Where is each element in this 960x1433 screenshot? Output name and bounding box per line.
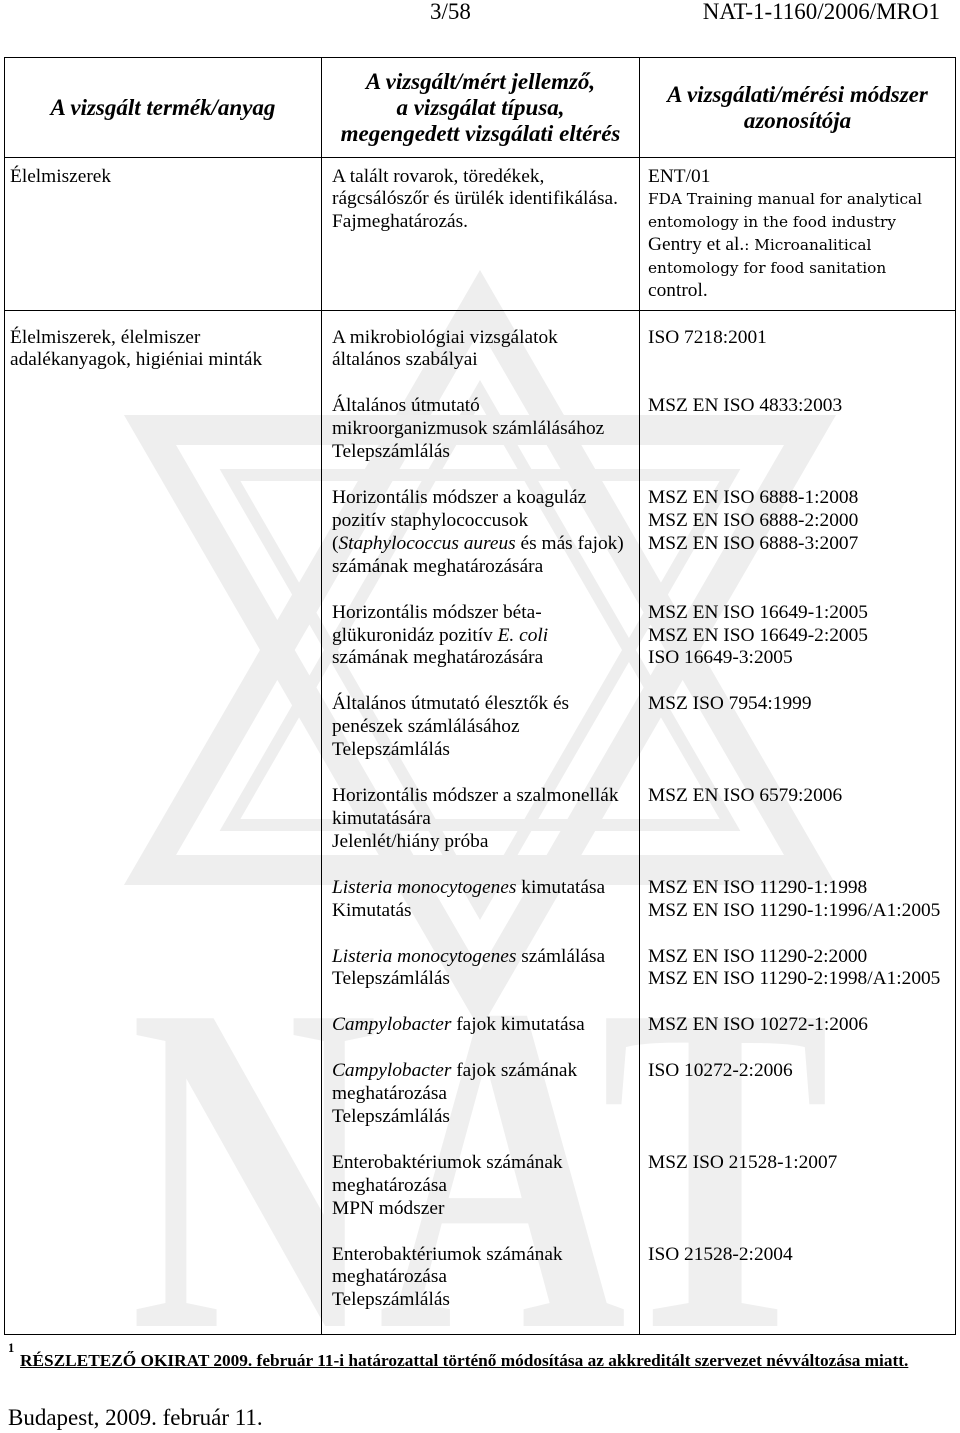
text-segment: Fajmeghatározás. <box>332 211 468 233</box>
text-segment: és más fajok) <box>515 532 624 554</box>
method-line <box>648 533 955 556</box>
text-segment: Campylobacter <box>332 1060 452 1082</box>
characteristic-line <box>332 808 639 831</box>
product-line: Élelmiszerek, élelmiszer <box>10 326 201 348</box>
text-segment: Enterobaktériumok számának <box>332 1151 563 1173</box>
method-group <box>648 327 955 373</box>
text-segment: meghatározása <box>332 1266 448 1288</box>
characteristic-group <box>332 1244 639 1313</box>
method-group <box>648 1060 955 1129</box>
characteristic-group <box>332 395 639 464</box>
method-group <box>648 166 955 304</box>
text-segment: számlálása <box>516 945 606 967</box>
footnote-text: RÉSZLETEZŐ OKIRAT 2009. február 11-i határozattal történő módosítása az akkreditált szervezet névváltozása miatt. <box>20 1351 909 1370</box>
text-segment: MSZ EN ISO 11290-1:1998 <box>648 876 868 898</box>
text-segment: Kimutatás <box>332 899 412 921</box>
text-segment: számának meghatározására <box>332 555 544 577</box>
method-group <box>648 693 955 762</box>
text-segment: E. coli <box>497 624 549 646</box>
column-header-method <box>640 58 955 158</box>
method-group <box>648 785 955 854</box>
characteristic-line <box>332 785 639 808</box>
text-segment: Telepszámlálás <box>332 1289 450 1311</box>
product-cell <box>5 311 322 1334</box>
text-segment: MSZ EN ISO 11290-1:1996/A1:2005 <box>648 899 941 921</box>
text-segment: Telepszámlálás <box>332 1105 450 1127</box>
text-segment: ( <box>332 532 339 554</box>
text-segment: Horizontális módszer a szalmonellák <box>332 785 619 807</box>
text-segment: Általános útmutató élesztők és <box>332 693 570 715</box>
method-line <box>648 647 955 670</box>
characteristic-group <box>332 1014 639 1037</box>
characteristic-group <box>332 877 639 923</box>
text-segment: ISO 7218:2001 <box>648 326 767 348</box>
text-segment: glükuronidáz pozitív <box>332 624 498 646</box>
characteristic-line <box>332 349 639 372</box>
text-segment: penészek számlálásához <box>332 716 520 738</box>
characteristic-line <box>332 716 639 739</box>
text-segment: Telepszámlálás <box>332 441 450 463</box>
characteristic-cell <box>322 158 640 311</box>
text-segment: FDA Training manual for analytical <box>648 190 923 209</box>
method-line <box>648 625 955 648</box>
text-segment: Campylobacter <box>332 1014 452 1036</box>
text-segment: pozitív staphylococcusok <box>332 509 529 531</box>
text-segment: rágcsálószőr és ürülék identifikálása. <box>332 188 618 210</box>
characteristic-line <box>332 1106 639 1129</box>
characteristic-line <box>332 1266 639 1289</box>
method-line <box>648 1152 955 1175</box>
method-group <box>648 1152 955 1221</box>
method-group <box>648 602 955 671</box>
method-line <box>648 234 955 257</box>
method-line <box>648 188 955 211</box>
text-segment: Staphylococcus aureus <box>338 532 516 554</box>
characteristic-line <box>332 1244 639 1267</box>
method-line <box>648 395 955 418</box>
method-line <box>648 1014 955 1037</box>
method-line <box>648 257 955 280</box>
text-segment: entomology in the food industry <box>648 213 896 232</box>
characteristic-line <box>332 625 639 648</box>
method-line <box>648 1060 955 1083</box>
text-segment: fajok számának <box>451 1060 578 1082</box>
text-segment: fajok kimutatása <box>451 1014 585 1036</box>
text-segment: ISO 16649-3:2005 <box>648 647 793 669</box>
characteristic-group <box>332 327 639 373</box>
text-segment: meghatározása <box>332 1174 448 1196</box>
text-segment: MSZ EN ISO 11290-2:1998/A1:2005 <box>648 968 941 990</box>
text-segment: meghatározása <box>332 1083 448 1105</box>
method-line <box>648 211 955 234</box>
characteristic-line <box>332 1175 639 1198</box>
text-segment: MSZ EN ISO 6888-3:2007 <box>648 532 859 554</box>
method-group <box>648 877 955 923</box>
text-segment: ISO 21528-2:2004 <box>648 1243 793 1265</box>
method-group <box>648 946 955 992</box>
column-header-line: A vizsgált termék/anyag <box>50 94 276 120</box>
text-segment: Horizontális módszer béta- <box>332 601 542 623</box>
characteristic-line <box>332 211 639 234</box>
characteristic-line <box>332 166 639 189</box>
method-line <box>648 1244 955 1267</box>
characteristic-line <box>332 441 639 464</box>
column-header-line: megengedett vizsgálati eltérés <box>340 120 621 146</box>
text-segment: entomology for food sanitation <box>648 259 887 278</box>
characteristic-line <box>332 188 639 211</box>
characteristic-group <box>332 1152 639 1221</box>
characteristic-line <box>332 1198 639 1221</box>
characteristic-line <box>332 968 639 991</box>
method-cell <box>640 311 955 1334</box>
text-segment: általános szabályai <box>332 349 478 371</box>
text-segment: ENT/01 <box>648 165 711 187</box>
text-segment: MSZ EN ISO 6888-1:2008 <box>648 486 859 508</box>
text-segment: MSZ EN ISO 4833:2003 <box>648 395 843 417</box>
characteristic-group <box>332 785 639 854</box>
method-line <box>648 877 955 900</box>
method-line <box>648 510 955 533</box>
method-line <box>648 166 955 189</box>
product-cell <box>5 158 322 311</box>
footnote-marker: 1 <box>8 1341 15 1355</box>
characteristic-line <box>332 900 639 923</box>
characteristic-line <box>332 1152 639 1175</box>
text-segment: Általános útmutató <box>332 395 480 417</box>
characteristic-group <box>332 166 639 304</box>
document-id: NAT-1-1160/2006/MRO1 <box>702 0 940 24</box>
method-line <box>648 946 955 969</box>
text-segment: MSZ EN ISO 16649-1:2005 <box>648 601 868 623</box>
method-group <box>648 395 955 464</box>
column-header-line: azonosítója <box>743 107 852 133</box>
characteristic-line <box>332 831 639 854</box>
characteristic-line <box>332 1083 639 1106</box>
column-header-line: A vizsgált/mért jellemző, <box>365 68 596 94</box>
characteristic-line <box>332 739 639 762</box>
column-header-characteristic <box>322 58 640 158</box>
method-line <box>648 968 955 991</box>
method-line <box>648 785 955 808</box>
footer-place-date: Budapest, 2009. február 11. <box>8 1405 263 1430</box>
text-segment: Telepszámlálás <box>332 968 450 990</box>
characteristic-group <box>332 602 639 671</box>
text-segment: MSZ ISO 7954:1999 <box>648 693 812 715</box>
text-segment: MPN módszer <box>332 1197 445 1219</box>
characteristic-line <box>332 533 639 556</box>
text-segment: Gentry et al. <box>648 234 745 256</box>
characteristic-line <box>332 602 639 625</box>
characteristic-line <box>332 418 639 441</box>
characteristic-line <box>332 693 639 716</box>
text-segment: MSZ EN ISO 6579:2006 <box>648 785 843 807</box>
method-line <box>648 280 955 303</box>
characteristic-line <box>332 1014 639 1037</box>
characteristic-line <box>332 395 639 418</box>
text-segment: ISO 10272-2:2006 <box>648 1060 793 1082</box>
characteristic-group <box>332 487 639 579</box>
method-group <box>648 1244 955 1313</box>
text-segment: MSZ EN ISO 10272-1:2006 <box>648 1014 868 1036</box>
text-segment: Listeria monocytogenes <box>332 876 517 898</box>
method-line <box>648 693 955 716</box>
method-cell <box>640 158 955 311</box>
text-segment: control. <box>648 280 708 302</box>
text-segment: kimutatása <box>516 876 606 898</box>
product-line: adalékanyagok, higiéniai minták <box>10 349 263 371</box>
method-line <box>648 327 955 350</box>
text-segment: Telepszámlálás <box>332 739 450 761</box>
characteristic-group <box>332 693 639 762</box>
characteristic-line <box>332 1289 639 1312</box>
characteristic-line <box>332 510 639 533</box>
column-header-product <box>5 58 322 158</box>
text-segment: MSZ EN ISO 16649-2:2005 <box>648 624 868 646</box>
text-segment: kimutatására <box>332 807 431 829</box>
characteristic-cell <box>322 311 640 1334</box>
characteristic-line <box>332 327 639 350</box>
accreditation-table <box>4 57 956 1335</box>
characteristic-line <box>332 487 639 510</box>
text-segment: MSZ EN ISO 6888-2:2000 <box>648 509 859 531</box>
method-line <box>648 487 955 510</box>
product-line: Élelmiszerek <box>10 165 112 187</box>
text-segment: Enterobaktériumok számának <box>332 1243 563 1265</box>
characteristic-line <box>332 556 639 579</box>
text-segment: számának meghatározására <box>332 647 544 669</box>
characteristic-group <box>332 1060 639 1129</box>
text-segment: MSZ ISO 21528-1:2007 <box>648 1151 838 1173</box>
text-segment: MSZ EN ISO 11290-2:2000 <box>648 945 868 967</box>
watermark-text: NAT <box>130 907 830 1428</box>
method-line <box>648 900 955 923</box>
characteristic-line <box>332 1060 639 1083</box>
method-line <box>648 602 955 625</box>
text-segment: A mikrobiológiai vizsgálatok <box>332 326 558 348</box>
page-number: 3/58 <box>430 0 471 24</box>
text-segment: : Microanalitical <box>744 236 872 255</box>
text-segment: A talált rovarok, töredékek, <box>332 165 545 187</box>
text-segment: mikroorganizmusok számlálásához <box>332 418 605 440</box>
method-group <box>648 487 955 579</box>
characteristic-line <box>332 647 639 670</box>
method-group <box>648 1014 955 1037</box>
text-segment: Horizontális módszer a koaguláz <box>332 486 587 508</box>
text-segment: Jelenlét/hiány próba <box>332 830 489 852</box>
column-header-line: A vizsgálati/mérési módszer <box>667 81 928 107</box>
characteristic-line <box>332 946 639 969</box>
characteristic-line <box>332 877 639 900</box>
column-header-line: a vizsgálat típusa, <box>396 94 565 120</box>
characteristic-group <box>332 946 639 992</box>
text-segment: Listeria monocytogenes <box>332 945 517 967</box>
